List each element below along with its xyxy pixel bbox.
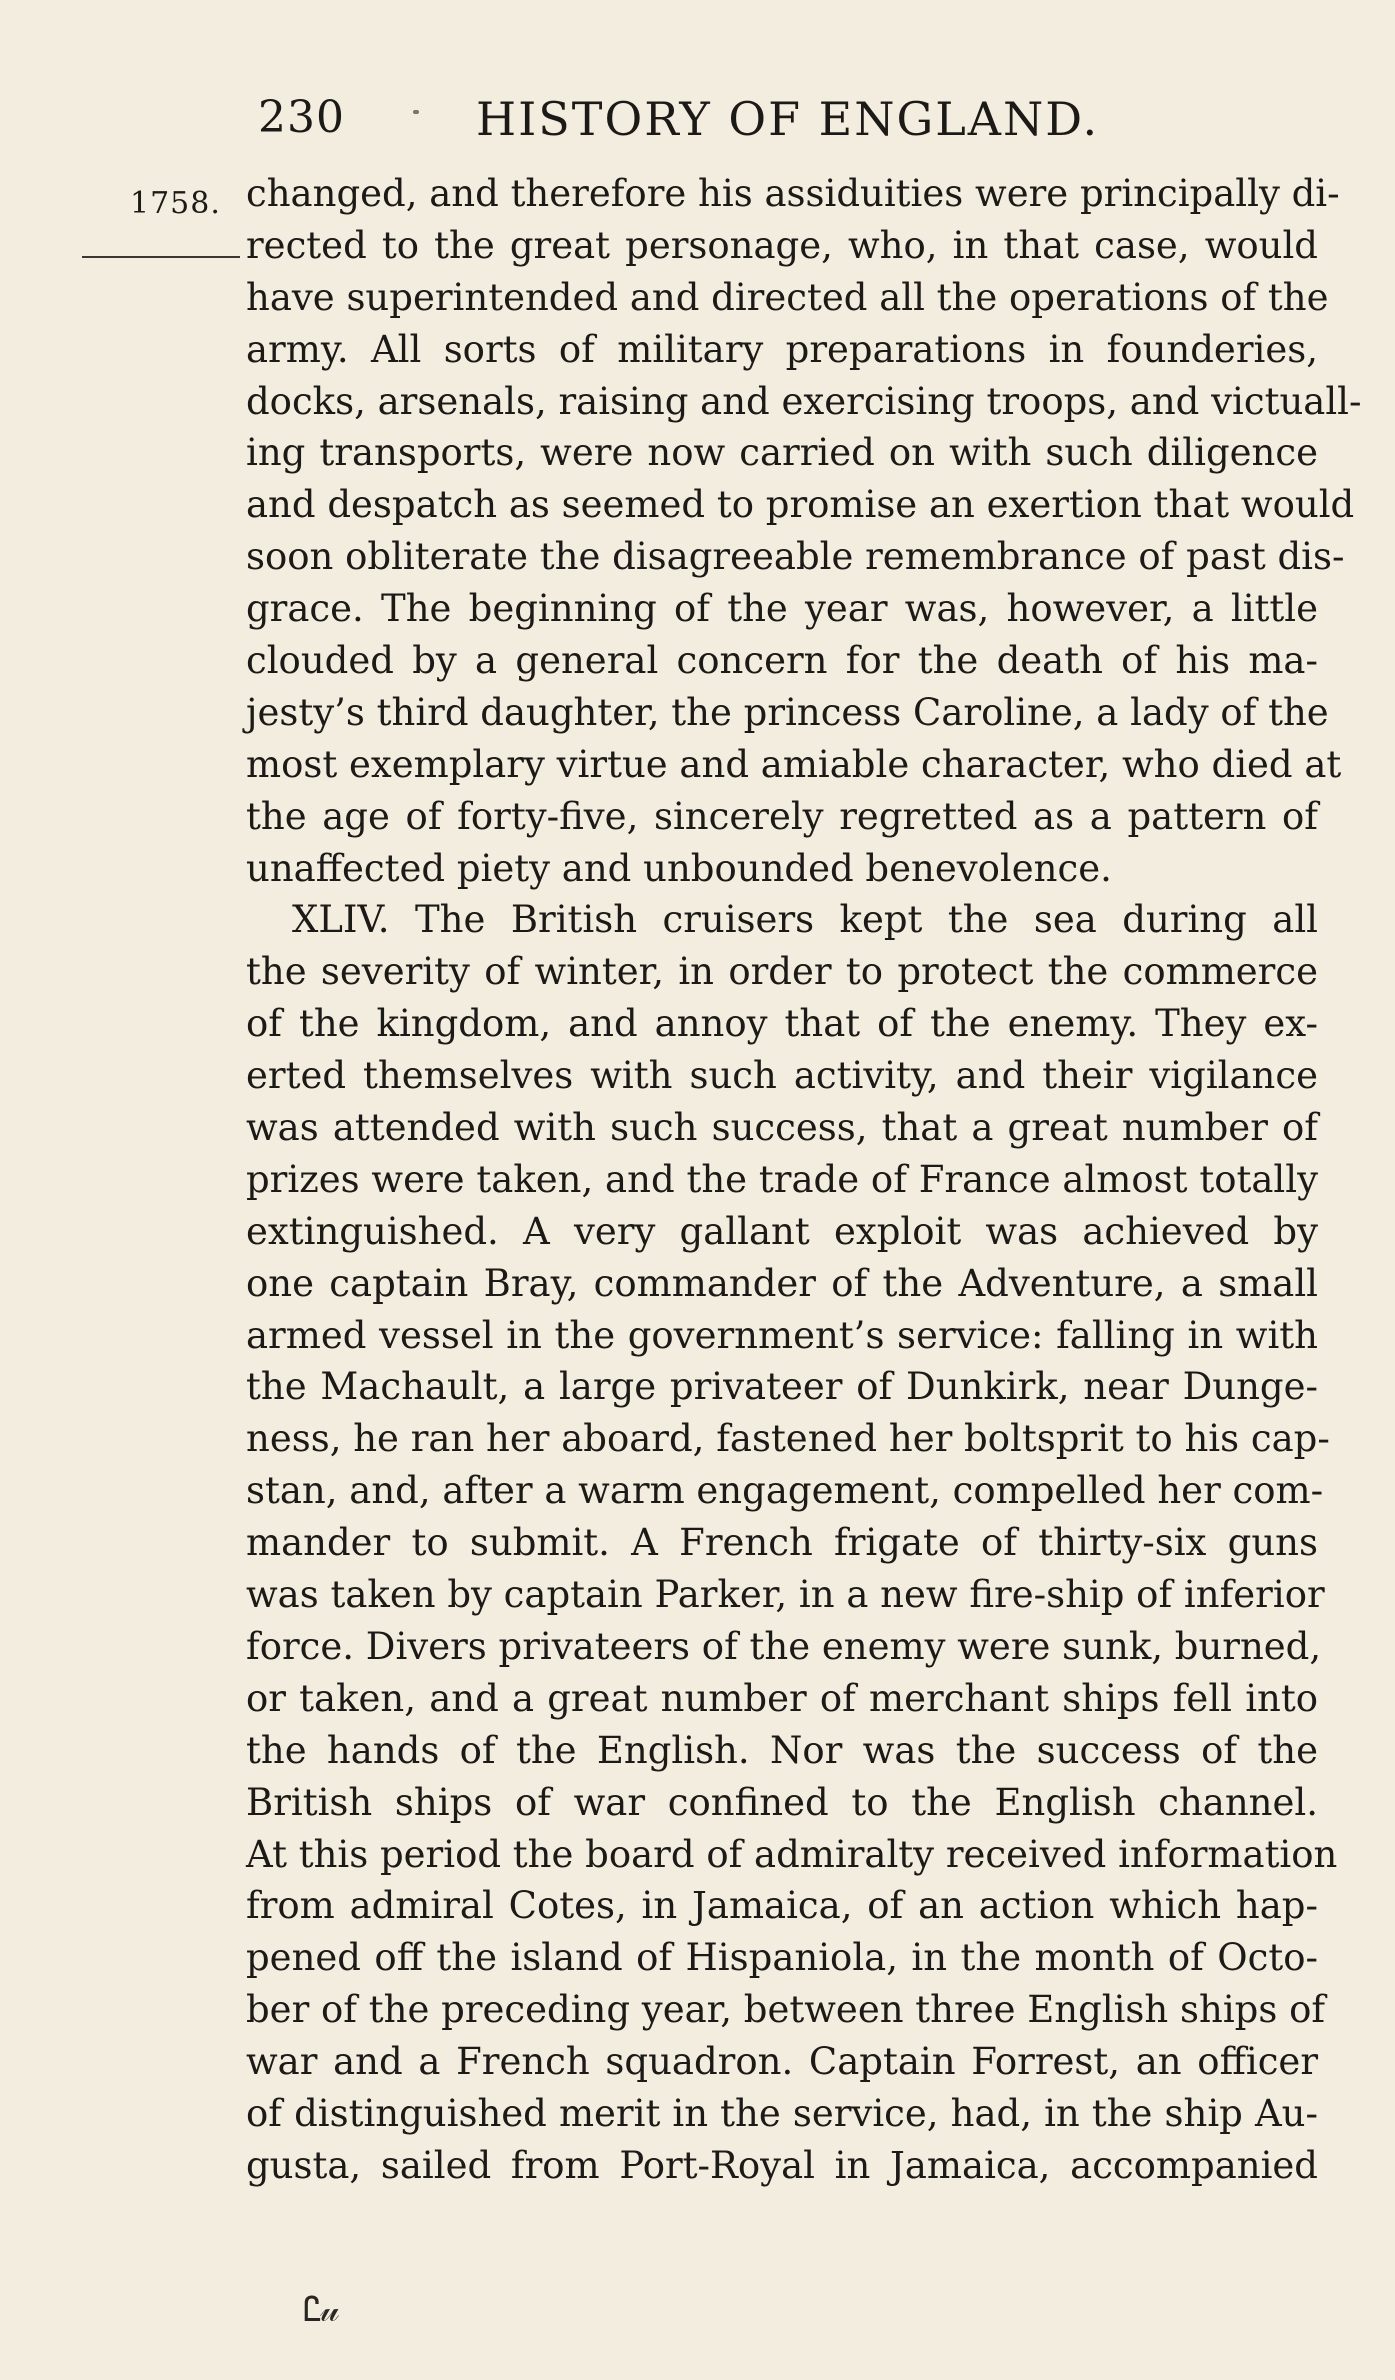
- text-line: ber of the preceding year, between three English ships of: [246, 1988, 1326, 2032]
- text-line: from admiral Cotes, in Jamaica, of an action which hap-: [246, 1884, 1318, 1928]
- text-line: have superintended and directed all the operations of the: [246, 275, 1329, 319]
- text-line: prizes were taken, and the trade of France almost totally: [246, 1157, 1318, 1201]
- paragraph-end-line: unaffected piety and unbounded benevolence.: [246, 846, 1112, 890]
- marginal-year: 1758.: [130, 186, 221, 221]
- text-line: one captain Bray, commander of the Adventure, a small: [246, 1261, 1318, 1305]
- text-line: ing transports, were now carried on with such diligence: [246, 431, 1318, 475]
- text-line: army. All sorts of military preparations in founderies,: [246, 327, 1318, 371]
- text-line: soon obliterate the disagreeable remembrance of past dis-: [246, 535, 1345, 579]
- text-line: was attended with such success, that a great number of: [246, 1106, 1318, 1150]
- text-line: At this period the board of admiralty received information: [246, 1832, 1338, 1876]
- text-line: force. Divers privateers of the enemy were sunk, burned,: [246, 1624, 1322, 1668]
- text-line: of distinguished merit in the service, had, in the ship Au-: [246, 2091, 1318, 2135]
- text-line: docks, arsenals, raising and exercising troops, and victuall-: [246, 379, 1362, 423]
- text-line: grace. The beginning of the year was, however, a little: [246, 587, 1318, 631]
- text-line: extinguished. A very gallant exploit was achieved by: [246, 1209, 1318, 1253]
- text-line: the age of forty-five, sincerely regretted as a pattern of: [246, 794, 1318, 838]
- header-divider-dot: [413, 110, 419, 114]
- text-line: mander to submit. A French frigate of thirty-six guns: [246, 1521, 1318, 1565]
- text-line: the Machault, a large privateer of Dunkirk, near Dunge-: [246, 1365, 1318, 1409]
- text-line: British ships of war confined to the English channel.: [246, 1780, 1318, 1824]
- text-line: changed, and therefore his assiduities were principally di-: [246, 172, 1340, 215]
- text-line: stan, and, after a warm engagement, compelled her com-: [246, 1469, 1324, 1513]
- text-line: and despatch as seemed to promise an exertion that would: [246, 483, 1355, 527]
- text-line: the severity of winter, in order to protect the commerce: [246, 950, 1318, 994]
- text-line: gusta, sailed from Port-Royal in Jamaica, accompanied: [246, 2143, 1318, 2187]
- page-number: 230: [258, 92, 345, 143]
- section-start-line: XLIV. The British cruisers kept the sea during all: [292, 898, 1318, 942]
- body-text: [246, 168, 1362, 2192]
- text-line: clouded by a general concern for the death of his ma-: [246, 639, 1318, 683]
- signature-mark: Ꮭ𝓊: [303, 2290, 338, 2330]
- page-header: [258, 92, 1318, 152]
- text-line: or taken, and a great number of merchant ships fell into: [246, 1676, 1318, 1720]
- marginal-rule: [82, 256, 240, 258]
- text-line: armed vessel in the government’s service: falling in with: [246, 1313, 1318, 1357]
- running-title: HISTORY OF ENGLAND.: [476, 92, 1100, 146]
- text-line: most exemplary virtue and amiable character, who died at: [246, 742, 1342, 786]
- text-line: war and a French squadron. Captain Forrest, an officer: [246, 2040, 1318, 2084]
- text-line: was taken by captain Parker, in a new fire-ship of inferior: [246, 1573, 1325, 1617]
- text-line: jesty’s third daughter, the princess Caroline, a lady of the: [246, 690, 1329, 734]
- text-line: rected to the great personage, who, in that case, would: [246, 223, 1318, 267]
- text-line: ness, he ran her aboard, fastened her boltsprit to his cap-: [246, 1417, 1330, 1461]
- text-line: the hands of the English. Nor was the success of the: [246, 1728, 1318, 1772]
- text-line: of the kingdom, and annoy that of the enemy. They ex-: [246, 1002, 1318, 1046]
- text-line: pened off the island of Hispaniola, in the month of Octo-: [246, 1936, 1318, 1980]
- text-line: erted themselves with such activity, and their vigilance: [246, 1054, 1318, 1098]
